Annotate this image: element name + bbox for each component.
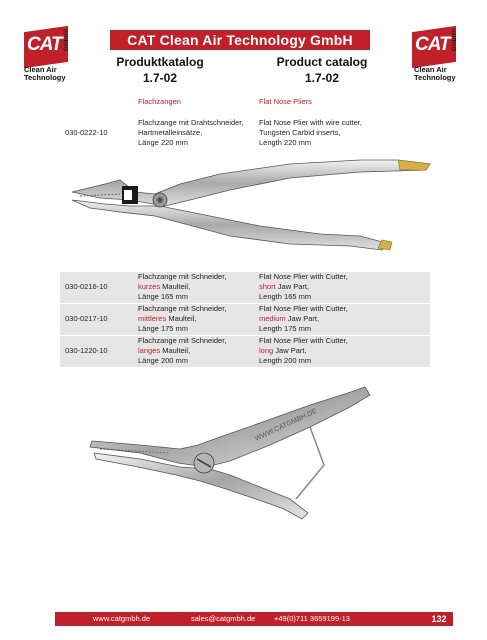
footer-phone: +49(0)711 3659199-13 [274, 614, 350, 623]
product-row [60, 118, 430, 148]
description-en: Flat Nose Plier with Cutter, short Jaw Part, Length 165 mm [259, 272, 348, 301]
catalog-number-en: 1.7-02 [304, 71, 340, 85]
catalog-title-de: Produktkatalog [116, 55, 204, 69]
logo-gmbh: GmbH® [63, 28, 70, 52]
article-number: 030-0217-10 [65, 314, 108, 323]
product-row [60, 304, 430, 335]
description-de: Flachzange mit Drahtschneider, Hartmetalleinsätze, Länge 220 mm [138, 118, 244, 147]
logo-left-subtitle: Clean Air Technology [24, 65, 66, 82]
description-de: Flachzange mit Schneider, langes Maulteil, Länge 200 mm [138, 336, 227, 365]
flat-nose-plier-cutter-image [80, 375, 420, 525]
description-en: Flat Nose Plier with Cutter, long Jaw Part, Length 200 mm [259, 336, 348, 365]
logo-brand: CAT [27, 34, 62, 55]
plier-engraving: WWW.CATGMBH.DE [253, 407, 319, 443]
logo-brand: CAT [415, 34, 450, 55]
logo-gmbh: GmbH® [451, 28, 458, 52]
catalog-title-en: Product catalog [276, 55, 368, 69]
jaw-size-highlight: langes [138, 346, 161, 355]
article-number: 030-0222-10 [65, 128, 108, 137]
jaw-size-highlight: kurzes [138, 282, 161, 291]
description-en: Flat Nose Plier with Cutter, medium Jaw Part, Length 175 mm [259, 304, 348, 333]
jaw-size-highlight: short [259, 282, 276, 291]
product-row [60, 336, 430, 367]
page-number: 132 [431, 614, 447, 624]
jaw-size-highlight: mittleres [138, 314, 167, 323]
article-number: 030-0216-10 [65, 282, 108, 291]
article-number: 030-1220-10 [65, 346, 108, 355]
company-banner [110, 30, 370, 50]
section-title-de: Flachzangen [138, 97, 181, 106]
flat-nose-plier-wire-cutter-image [60, 150, 440, 260]
section-title-en: Flat Nose Pliers [259, 97, 312, 106]
jaw-size-highlight: medium [259, 314, 286, 323]
jaw-size-highlight: long [259, 346, 274, 355]
product-row [60, 272, 430, 303]
logo-right-subtitle: Clean Air Technology [414, 65, 456, 82]
description-de: Flachzange mit Schneider, mittleres Maulteil, Länge 175 mm [138, 304, 227, 333]
description-en: Flat Nose Plier with wire cutter, Tungsten Carbid inserts, Length 220 mm [259, 118, 362, 147]
description-de: Flachzange mit Schneider, kurzes Maulteil, Länge 165 mm [138, 272, 227, 301]
footer-bar [55, 612, 453, 626]
footer-website[interactable]: www.catgmbh.de [93, 614, 151, 623]
company-name: CAT Clean Air Technology GmbH [127, 32, 353, 48]
catalog-number-de: 1.7-02 [142, 71, 178, 85]
footer-email[interactable]: sales@catgmbh.de [191, 614, 256, 623]
